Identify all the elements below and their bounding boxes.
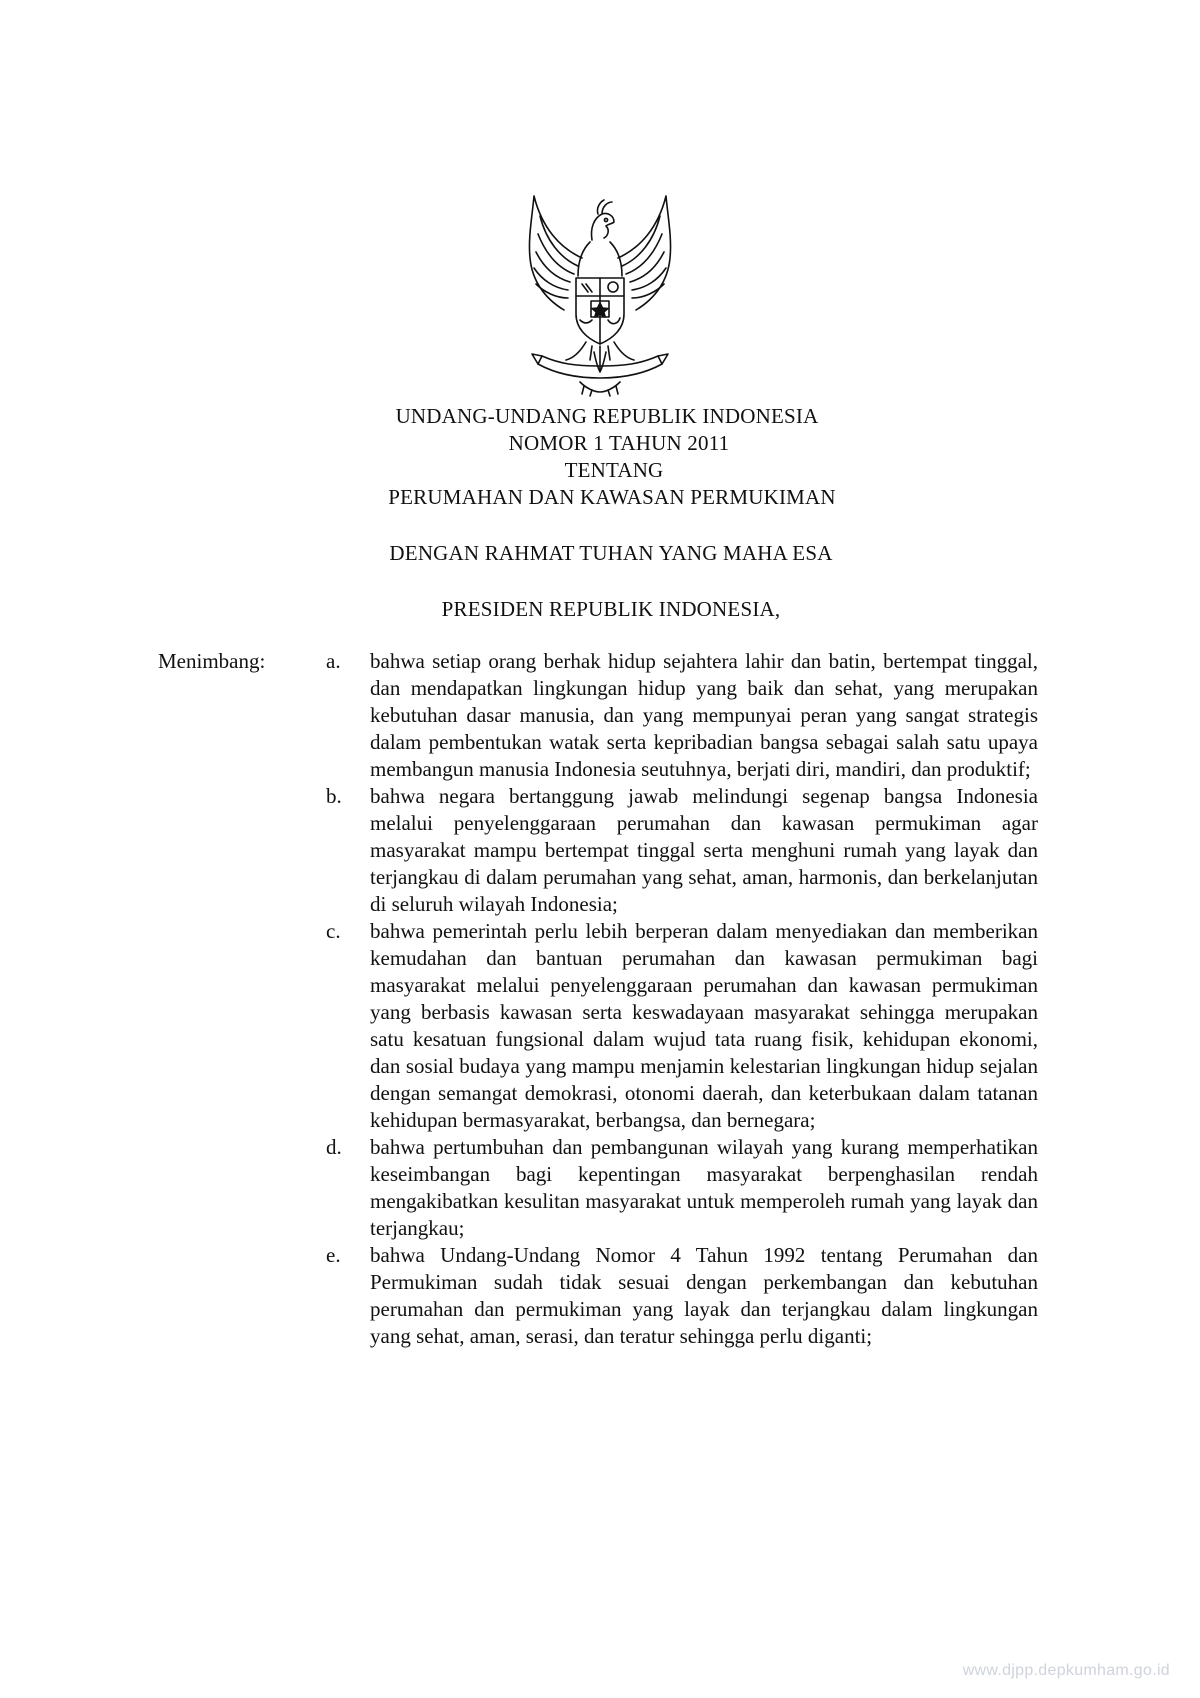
item-text: bahwa Undang-Undang Nomor 4 Tahun 1992 tentang Perumahan dan Permukiman sudah tidak sesuai dengan perkembangan dan kebutuhan perumahan dan permukiman yang layak dan terjangkau dalam lingkungan yang sehat, aman, serasi, dan teratur sehingga perlu diganti; (370, 1243, 1038, 1348)
authority: PRESIDEN REPUBLIK INDONESIA, (441, 597, 781, 621)
item-letter: e. (326, 1243, 341, 1267)
list-item (326, 1242, 1038, 1350)
invocation: DENGAN RAHMAT TUHAN YANG MAHA ESA (389, 541, 833, 565)
item-letter: c. (326, 919, 341, 943)
list-item (326, 918, 1038, 1134)
law-number: NOMOR 1 TAHUN 2011 (508, 431, 730, 455)
item-text: bahwa pemerintah perlu lebih berperan dalam menyediakan dan memberikan kemudahan dan bantuan perumahan dan kawasan permukiman bagi masyarakat melalui penyelenggaraan perumahan dan kawasan permukiman yang berbasis kawasan serta keswadayaan masyarakat sehingga merupakan satu kesatuan fungsional dalam wujud tata ruang fisik, kehidupan ekonomi, dan sosial budaya yang mampu menjamin kelestarian lingkungan hidup sejalan dengan semangat demokrasi, otonomi daerah, dan keterbukaan dalam tatanan kehidupan bermasyarakat, berbangsa, dan bernegara; (370, 919, 1038, 1132)
item-letter: a. (326, 649, 341, 673)
item-letter: b. (326, 784, 342, 808)
item-text: bahwa setiap orang berhak hidup sejahtera lahir dan batin, bertempat tinggal, dan mendapatkan lingkungan hidup yang baik dan sehat, yang merupakan kebutuhan dasar manusia, dan yang mempunyai peran yang sangat strategis dalam pembentukan watak serta kepribadian bangsa sebagai salah satu upaya membangun manusia Indonesia seutuhnya, berjati diri, mandiri, dan produktif; (370, 649, 1038, 781)
law-about-label: TENTANG (564, 458, 664, 482)
considering-label: Menimbang: (158, 649, 266, 673)
law-subject: PERUMAHAN DAN KAWASAN PERMUKIMAN (388, 485, 836, 509)
law-title: UNDANG-UNDANG REPUBLIK INDONESIA (395, 404, 819, 428)
list-item (326, 1134, 1038, 1242)
watermark-url: www.djpp.depkumham.go.id (962, 1662, 1170, 1679)
item-letter: d. (326, 1135, 342, 1159)
item-text: bahwa pertumbuhan dan pembangunan wilayah yang kurang memperhatikan keseimbangan bagi kepentingan masyarakat berpenghasilan rendah mengakibatkan kesulitan masyarakat untuk memperoleh rumah yang layak dan terjangkau; (370, 1135, 1038, 1240)
list-item (326, 783, 1038, 918)
list-item (326, 648, 1038, 783)
garuda-pancasila-emblem-icon (520, 188, 680, 398)
considering-list (326, 648, 1038, 1350)
item-text: bahwa negara bertanggung jawab melindungi segenap bangsa Indonesia melalui penyelenggaraan perumahan dan kawasan permukiman agar masyarakat mampu bertempat tinggal serta menghuni rumah yang layak dan terjangkau di dalam perumahan yang sehat, aman, harmonis, dan berkelanjutan di seluruh wilayah Indonesia; (370, 784, 1038, 916)
